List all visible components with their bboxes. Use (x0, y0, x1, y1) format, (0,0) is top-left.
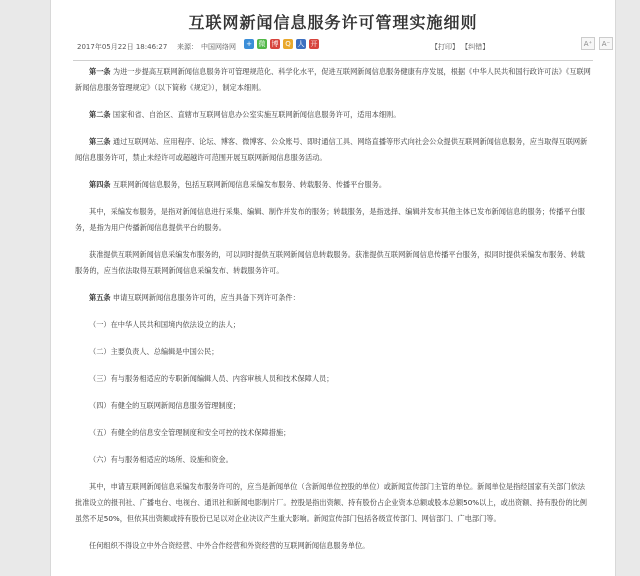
article-body (75, 64, 591, 565)
article-paragraph (75, 290, 591, 306)
article-paragraph (75, 317, 591, 333)
article-tools (431, 42, 489, 52)
paragraph-text: 申请互联网新闻信息服务许可的，应当具备下列许可条件： (112, 293, 300, 302)
paragraph-text: 国家和省、自治区、直辖市互联网信息办公室实施互联网新闻信息服务许可，适用本细则。 (112, 110, 401, 119)
share-qzone-icon[interactable]: Q (283, 39, 293, 49)
share-kaixin-icon[interactable]: 开 (310, 40, 318, 48)
share-weibo-icon[interactable]: 博 (271, 40, 279, 48)
article-paragraph (75, 177, 591, 193)
paragraph-text: 其中，采编发布服务，是指对新闻信息进行采集、编辑、制作并发布的服务；转载服务，是指选择、编辑并发布其他主体已发布新闻信息的服务；传播平台服务，是指为用户传播新闻信息提供平台的服务。 (75, 207, 585, 232)
share-plus-icon[interactable]: + (244, 39, 254, 49)
article-title: 互联网新闻信息服务许可管理实施细则 (188, 13, 478, 32)
article-paragraph (75, 452, 591, 468)
article-paragraph (75, 371, 591, 387)
article-clause-number: 第二条 (89, 110, 111, 119)
source-link[interactable]: 中国网络网 (201, 43, 236, 51)
font-smaller-button[interactable]: A⁻ (599, 37, 613, 50)
paragraph-text: 通过互联网站、应用程序、论坛、博客、微博客、公众账号、即时通信工具、网络直播等形式向社会公众提供互联网新闻信息服务，应当取得互联网新闻信息服务许可，禁止未经许可或超越许可范围开展互联网新闻信息服务活动。 (75, 137, 588, 162)
paragraph-text: 任何组织不得设立中外合资经营、中外合作经营和外资经营的互联网新闻信息服务单位。 (89, 541, 370, 550)
print-button[interactable]: 【打印】 (431, 43, 459, 51)
article-paragraph (75, 134, 591, 166)
font-larger-button[interactable]: A⁺ (581, 37, 595, 50)
paragraph-text: （五）有健全的信息安全管理制度和安全可控的技术保障措施； (89, 428, 291, 437)
paragraph-text: 获准提供互联网新闻信息采编发布服务的，可以同时提供互联网新闻信息转载服务。获准提供互联网新闻信息传播平台服务，拟同时提供采编发布服务、转载服务的，应当依法取得互联网新闻信息采编发布、转载服务许可。 (75, 250, 585, 275)
article-paragraph (75, 398, 591, 414)
correction-button[interactable]: 【纠错】 (461, 43, 490, 51)
paragraph-text: 其中，申请互联网新闻信息采编发布服务许可的，应当是新闻单位（含新闻单位控股的单位）或新闻宣传部门主管的单位。新闻单位是指经国家有关部门依法批准设立的报刊社、广播电台、电视台、通讯社和新闻电影制片厂。控股是指出资额、持有股份占企业资本总额或股本总额50%以上，或出资额、持有股份的比例虽然不足50%，但依其出资额或持有股份已足以对企业决议产生重大影响。新闻宣传部门包括各级宣传部门、网信部门、广电部门等。 (75, 482, 587, 523)
source-label: 来源： (177, 43, 198, 51)
article-paragraph (75, 425, 591, 441)
article-paragraph (75, 538, 591, 554)
share-wechat-icon[interactable]: 微 (258, 40, 266, 48)
paragraph-text: （三）有与服务相适应的专职新闻编辑人员、内容审核人员和技术保障人员； (89, 374, 334, 383)
paragraph-text: 互联网新闻信息服务，包括互联网新闻信息采编发布服务、转载服务、传播平台服务。 (112, 180, 387, 189)
article-clause-number: 第五条 (89, 293, 111, 302)
paragraph-text: （四）有健全的互联网新闻信息服务管理制度； (89, 401, 240, 410)
article-paragraph (75, 107, 591, 123)
paragraph-text: （二）主要负责人、总编辑是中国公民； (89, 347, 219, 356)
article-clause-number: 第三条 (89, 137, 111, 146)
article-paragraph (75, 344, 591, 360)
article-paragraph (75, 204, 591, 236)
paragraph-text: 为进一步提高互联网新闻信息服务许可管理规范化、科学化水平，促进互联网新闻信息服务健康有序发展，根据《中华人民共和国行政许可法》《互联网新闻信息服务管理规定》（以下简称《规定》），制定本细则。 (75, 67, 591, 92)
share-toolbar (244, 39, 319, 49)
share-renren-icon[interactable]: 人 (297, 40, 305, 48)
article-page (50, 0, 616, 576)
article-paragraph (75, 479, 591, 527)
paragraph-text: （六）有与服务相适应的场所、设施和资金。 (89, 455, 233, 464)
article-paragraph (75, 64, 591, 96)
publish-date: 2017年05月22日 18:46:27 (77, 43, 168, 51)
article-meta-bar (51, 37, 615, 57)
paragraph-text: （一）在中华人民共和国境内依法设立的法人； (89, 320, 240, 329)
article-clause-number: 第一条 (89, 67, 111, 76)
article-paragraph (75, 247, 591, 279)
divider (73, 60, 593, 61)
article-clause-number: 第四条 (89, 180, 111, 189)
